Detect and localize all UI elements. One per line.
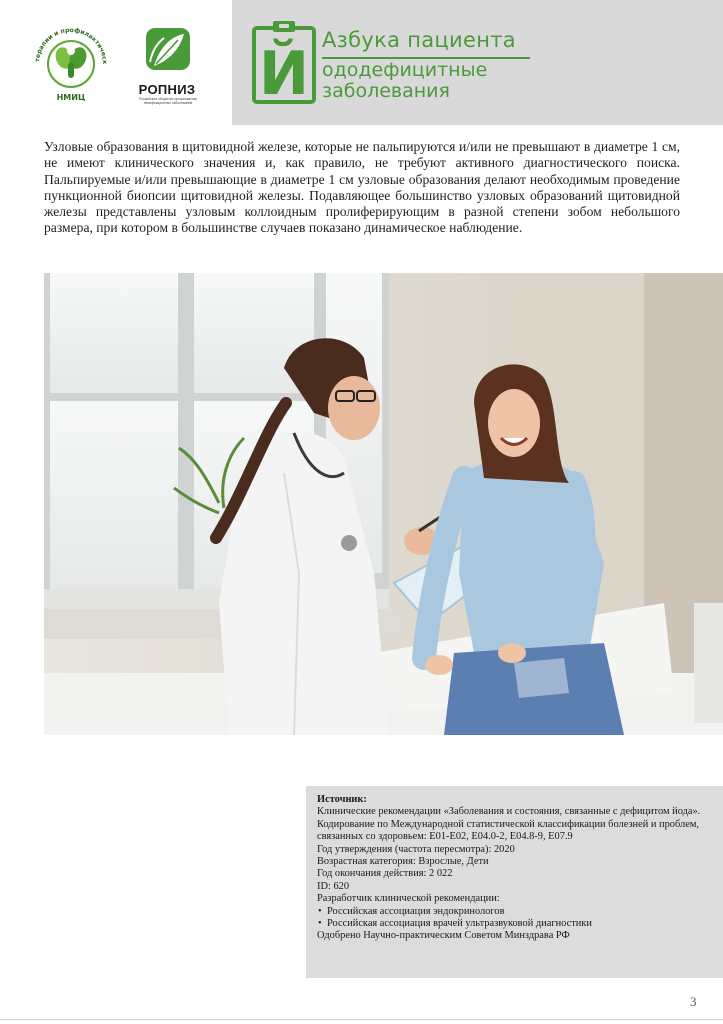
intro-paragraph: Узловые образования в щитовидной железе, которые не пальпируются и/или не превышают в диаметре 1 см, не имеют клинического значения и, как правило, не требуют активного диагностического поиска. Пальпируемые и/или превышающие в диаметре 1 см узловые образования делают необходимым проведение пункционной биопсии щитовидной железы. Подавляющее большинство узловых образований щитовидной железы представлены узловым коллоидным пролиферирующим в разной степени зобом небольшого размера, при котором в большинстве случаев показано динамическое наблюдение. bbox=[44, 139, 680, 236]
bottom-divider bbox=[0, 1019, 723, 1020]
brand-subtitle-line2: заболевания bbox=[322, 80, 450, 102]
ropniz-subtitle: Российское общество профилактики неинфекционных заболеваний bbox=[139, 97, 197, 105]
source-guideline: Клинические рекомендации «Заболевания и состояния, связанные с дефицитом йода». Кодирование по Международной статистической классификации болезней и проблем, связанных со здоровьем: E01-E02, E04.0-2, E04.8-9, E07.9 bbox=[317, 806, 701, 843]
developer-item: • Российская ассоциация врачей ультразвуковой диагностики bbox=[317, 918, 711, 930]
brand-subtitle bbox=[322, 60, 487, 102]
svg-text:терапии и профилактической мед: терапии и профилактическ bbox=[34, 26, 109, 65]
source-end-year: Год окончания действия: 2 022 bbox=[317, 868, 453, 880]
developer-item: • Российская ассоциация эндокринологов bbox=[317, 906, 711, 918]
svg-text:НМИЦ: НМИЦ bbox=[56, 93, 86, 102]
brand-letter-icon bbox=[251, 18, 317, 106]
brand-title: Азбука пациента bbox=[322, 28, 516, 52]
page-number: 3 bbox=[690, 994, 697, 1009]
source-box bbox=[306, 786, 723, 978]
ropniz-name: РОПНИЗ bbox=[138, 82, 196, 97]
doctor-patient-photo bbox=[44, 273, 723, 735]
source-approved: Одобрено Научно-практическим Советом Минздрава РФ bbox=[317, 930, 570, 942]
source-id: ID: 620 bbox=[317, 880, 350, 892]
developer-list bbox=[317, 906, 711, 931]
source-heading: Источник: bbox=[317, 794, 367, 805]
ropniz-logo bbox=[126, 26, 208, 106]
brand-letter: Й bbox=[258, 39, 310, 106]
nmic-logo bbox=[30, 18, 112, 106]
brand-subtitle-line1: ододефицитные bbox=[322, 59, 488, 81]
source-developer-heading: Разработчик клинической рекомендации: bbox=[317, 893, 500, 905]
source-age-category: Возрастная категория: Взрослые, Дети bbox=[317, 856, 489, 868]
source-approval-year: Год утверждения (частота пересмотра): 2020 bbox=[317, 843, 515, 855]
